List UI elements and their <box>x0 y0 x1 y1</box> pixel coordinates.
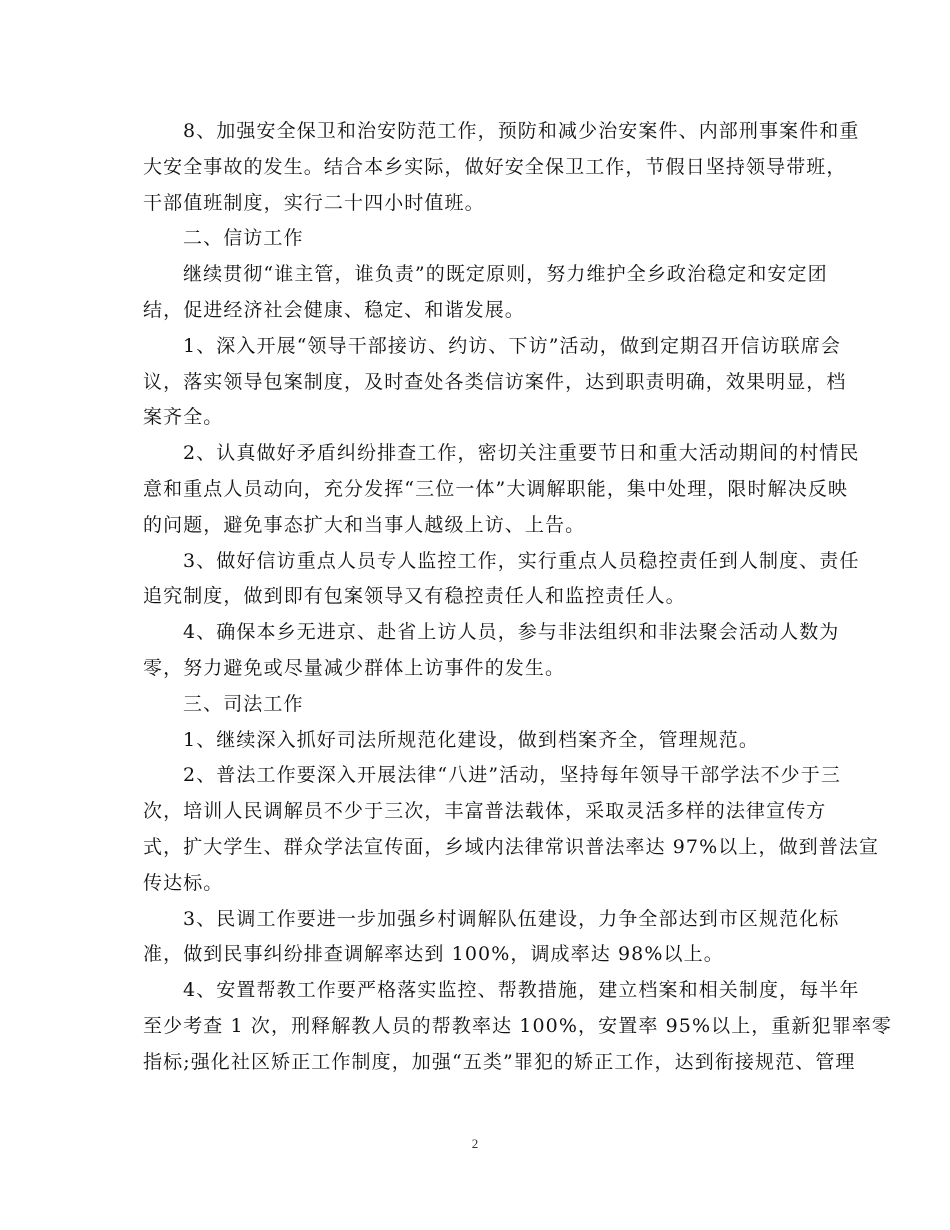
text-line: 干部值班制度，实行二十四小时值班。 <box>143 191 485 214</box>
text-line: 1、深入开展“领导干部接访、约访、下访”活动，做到定期召开信访联席会 <box>183 334 841 357</box>
paragraph <box>143 973 892 1080</box>
paragraph <box>143 436 860 543</box>
text-line: 结，促进经济社会健康、稳定、和谐发展。 <box>143 298 525 321</box>
text-line: 1、继续深入抓好司法所规范化建设，做到档案齐全，管理规范。 <box>183 728 759 751</box>
text-line: 追究制度，做到即有包案领导又有稳控责任人和监控责任人。 <box>143 585 686 608</box>
text-line: 议，落实领导包案制度，及时查处各类信访案件，达到职责明确，效果明显，档 <box>143 370 847 393</box>
text-line: 指标;强化社区矫正工作制度，加强“五类”罪犯的矫正工作，达到衔接规范、管理 <box>143 1050 856 1073</box>
page-number: 2 <box>471 1136 479 1151</box>
paragraph <box>143 329 847 436</box>
text-line: 三、司法工作 <box>183 692 304 715</box>
paragraph <box>143 687 811 723</box>
text-line: 案齐全。 <box>143 406 224 429</box>
document-body <box>143 114 892 1081</box>
text-line: 8、加强安全保卫和治安防范工作，预防和减少治安案件、内部刑事案件和重 <box>183 120 860 142</box>
paragraph <box>143 758 880 901</box>
text-line: 准，做到民事纠纷排查调解率达到 100%，调成率达 98%以上。 <box>143 943 724 966</box>
paragraph <box>143 221 811 257</box>
text-line: 3、民调工作要进一步加强乡村调解队伍建设，力争全部达到市区规范化标 <box>183 907 840 930</box>
text-line: 传达标。 <box>143 871 224 894</box>
paragraph <box>143 114 860 221</box>
text-line: 3、做好信访重点人员专人监控工作，实行重点人员稳控责任到人制度、责任 <box>183 549 860 572</box>
paragraph <box>143 902 840 974</box>
paragraph <box>143 615 840 687</box>
text-line: 4、确保本乡无进京、赴省上访人员，参与非法组织和非法聚会活动人数为 <box>183 621 840 644</box>
text-line: 2、普法工作要深入开展法律“八进”活动，坚持每年领导干部学法不少于三 <box>183 764 841 787</box>
paragraph <box>143 544 860 616</box>
paragraph <box>143 257 828 329</box>
text-line: 二、信访工作 <box>183 227 304 250</box>
text-line: 2、认真做好矛盾纠纷排查工作，密切关注重要节日和重大活动期间的村情民 <box>183 442 860 465</box>
text-line: 大安全事故的发生。结合本乡实际，做好安全保卫工作，节假日坚持领导带班， <box>143 155 847 178</box>
text-line: 的问题，避免事态扩大和当事人越级上访、上告。 <box>143 513 586 536</box>
text-line: 式，扩大学生、群众学法宣传面，乡域内法律常识普法率达 97%以上，做到普法宣 <box>143 835 880 858</box>
text-line: 次，培训人民调解员不少于三次，丰富普法载体，采取灵活多样的法律宣传方 <box>143 800 827 823</box>
text-line: 意和重点人员动向，充分发挥“三位一体”大调解职能，集中处理，限时解决反映 <box>143 477 849 500</box>
text-line: 4、安置帮教工作要严格落实监控、帮教措施，建立档案和相关制度，每半年 <box>183 979 860 1002</box>
text-line: 至少考查 1 次，刑释解教人员的帮教率达 100%，安置率 95%以上，重新犯罪率零 <box>143 1014 892 1037</box>
paragraph <box>143 723 811 759</box>
text-line: 继续贯彻“谁主管，谁负责”的既定原则，努力维护全乡政治稳定和安定团 <box>183 263 828 286</box>
text-line: 零，努力避免或尽量减少群体上访事件的发生。 <box>143 656 566 679</box>
